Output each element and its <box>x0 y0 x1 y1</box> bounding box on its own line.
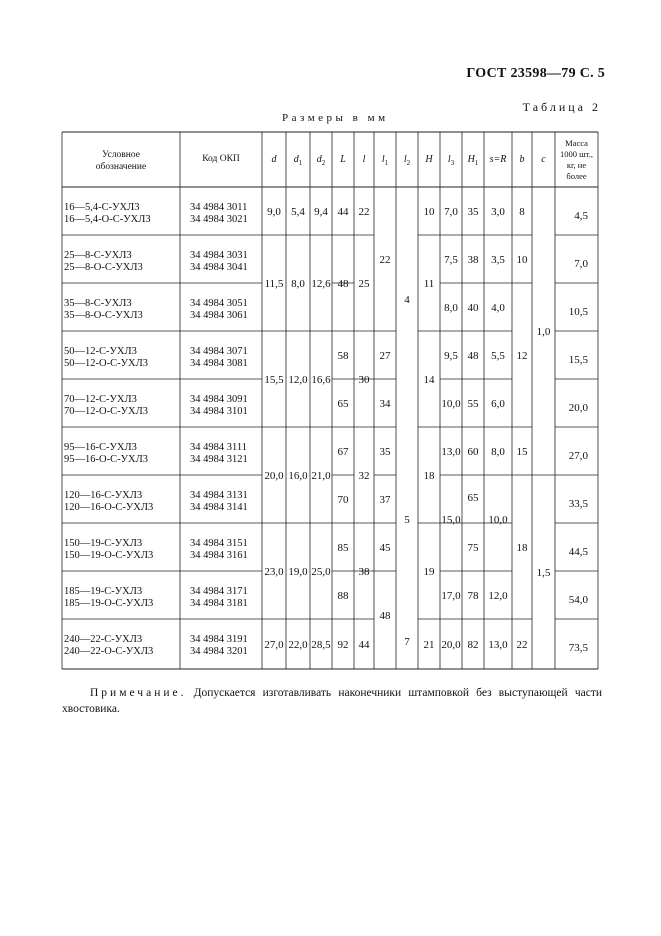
row-designation: 120—16-О-С-УХЛ3 <box>64 502 154 513</box>
cell-d1: 8,0 <box>291 278 305 290</box>
note-lead: Примечание. <box>90 687 187 699</box>
cell-l3: 7,0 <box>444 206 458 218</box>
cell-l3: 17,0 <box>441 590 461 602</box>
cell-sR: 3,5 <box>491 254 505 266</box>
cell-l1: 27 <box>379 350 391 362</box>
row-designation: 150—19-С-УХЛ3 <box>64 538 143 549</box>
cell-d2: 12,6 <box>311 278 331 290</box>
row-mass: 10,5 <box>568 306 588 318</box>
table-number: Таблица 2 <box>522 100 601 114</box>
row-designation: 50—12-С-УХЛ3 <box>64 346 137 357</box>
table-note <box>62 685 602 717</box>
cell-d: 9,0 <box>267 206 281 218</box>
row-designation: 150—19-О-С-УХЛ3 <box>64 550 154 561</box>
row-okp-code: 34 4984 3201 <box>190 646 248 657</box>
col-header-mass: кг, не <box>566 160 587 170</box>
cell-L: 44 <box>337 206 349 218</box>
cell-l1: 37 <box>379 494 391 506</box>
row-designation: 70—12-О-С-УХЛ3 <box>64 406 148 417</box>
cell-d2: 16,6 <box>311 374 331 386</box>
cell-l: 44 <box>358 639 370 651</box>
note-text: Допускается изготавливать наконечники штамповкой без выступающей части хвостовика. <box>62 687 603 715</box>
col-header-l2: $l_2$ <box>403 154 411 167</box>
row-okp-code: 34 4984 3031 <box>190 250 248 261</box>
cell-sR: 3,0 <box>491 206 505 218</box>
cell-l1: 45 <box>379 542 391 554</box>
col-header-l3: $l_3$ <box>447 154 455 167</box>
row-mass: 33,5 <box>568 498 588 510</box>
cell-H1: 60 <box>467 446 479 458</box>
col-header-L: L <box>340 154 346 165</box>
page-header: ГОСТ 23598—79 С. 5 <box>466 66 605 81</box>
row-designation: 35—8-С-УХЛ3 <box>64 298 132 309</box>
col-header-l: l <box>362 154 366 165</box>
cell-c: 1,0 <box>536 326 551 338</box>
cell-l1: 22 <box>379 254 391 266</box>
col-header-mass: 1000 шт., <box>560 149 593 159</box>
cell-d1: 19,0 <box>288 566 308 578</box>
col-header-H: H <box>425 154 433 165</box>
cell-d2: 28,5 <box>311 639 331 651</box>
row-designation: 25—8-О-С-УХЛ3 <box>64 262 143 273</box>
cell-H1: 65 <box>467 492 479 504</box>
cell-d2: 21,0 <box>311 470 331 482</box>
row-mass: 15,5 <box>568 354 588 366</box>
cell-l: 25 <box>358 278 370 290</box>
cell-l2: 7 <box>404 636 410 648</box>
cell-H: 11 <box>423 278 435 290</box>
row-mass: 73,5 <box>568 642 588 654</box>
cell-H1: 35 <box>467 206 479 218</box>
cell-b: 10 <box>516 254 528 266</box>
col-header-sR: s=R <box>489 154 507 165</box>
row-designation: 50—12-О-С-УХЛ3 <box>64 358 148 369</box>
cell-d1: 22,0 <box>288 639 308 651</box>
row-designation: 240—22-О-С-УХЛ3 <box>64 646 154 657</box>
cell-sR: 10,0 <box>488 514 508 526</box>
cell-H: 18 <box>423 470 435 482</box>
cell-l2: 4 <box>404 294 410 306</box>
row-designation: 240—22-С-УХЛ3 <box>64 634 143 645</box>
row-designation: 16—5,4-С-УХЛ3 <box>64 202 140 213</box>
col-header-d2: $d_2$ <box>316 154 326 167</box>
cell-H1: 48 <box>467 350 479 362</box>
cell-L: 88 <box>337 590 349 602</box>
row-okp-code: 34 4984 3121 <box>190 454 248 465</box>
row-okp-code: 34 4984 3101 <box>190 406 248 417</box>
cell-sR: 8,0 <box>491 446 505 458</box>
cell-d: 23,0 <box>264 566 284 578</box>
row-mass: 20,0 <box>568 402 588 414</box>
cell-l1: 48 <box>379 610 391 622</box>
cell-l: 30 <box>358 374 370 386</box>
row-okp-code: 34 4984 3021 <box>190 214 248 225</box>
cell-L: 92 <box>337 639 349 651</box>
cell-H1: 75 <box>467 542 479 554</box>
cell-l3: 10,0 <box>441 398 461 410</box>
col-header-l1: $l_1$ <box>381 154 389 167</box>
cell-d1: 12,0 <box>288 374 308 386</box>
row-designation: 16—5,4-О-С-УХЛ3 <box>64 214 151 225</box>
cell-b: 8 <box>519 206 525 218</box>
col-header-okp: Код ОКП <box>202 154 240 164</box>
row-okp-code: 34 4984 3171 <box>190 586 248 597</box>
cell-d: 15,5 <box>264 374 284 386</box>
cell-b: 15 <box>516 446 528 458</box>
cell-H1: 55 <box>467 398 479 410</box>
cell-d2: 25,0 <box>311 566 331 578</box>
cell-sR: 5,5 <box>491 350 505 362</box>
cell-l: 32 <box>358 470 370 482</box>
row-okp-code: 34 4984 3091 <box>190 394 248 405</box>
cell-L: 67 <box>337 446 349 458</box>
cell-sR: 12,0 <box>488 590 508 602</box>
row-designation: 185—19-О-С-УХЛ3 <box>64 598 154 609</box>
cell-l: 38 <box>358 566 370 578</box>
cell-H1: 38 <box>467 254 479 266</box>
cell-b: 18 <box>516 542 528 554</box>
cell-l: 22 <box>358 206 370 218</box>
row-okp-code: 34 4984 3151 <box>190 538 248 549</box>
row-designation: 120—16-С-УХЛ3 <box>64 490 143 501</box>
row-okp-code: 34 4984 3161 <box>190 550 248 561</box>
row-designation: 95—16-О-С-УХЛ3 <box>64 454 148 465</box>
col-header-b: b <box>519 154 525 165</box>
cell-H1: 82 <box>467 639 479 651</box>
col-header-d1: $d_1$ <box>293 154 303 167</box>
col-header-c: c <box>541 154 546 165</box>
cell-H: 21 <box>423 639 435 651</box>
cell-L: 58 <box>337 350 349 362</box>
cell-b: 12 <box>516 350 528 362</box>
cell-L: 48 <box>337 278 349 290</box>
cell-l1: 35 <box>379 446 391 458</box>
col-header-name: обозначение <box>95 162 147 172</box>
row-designation: 70—12-С-УХЛ3 <box>64 394 137 405</box>
row-okp-code: 34 4984 3131 <box>190 490 248 501</box>
cell-d: 11,5 <box>264 278 284 290</box>
row-okp-code: 34 4984 3081 <box>190 358 248 369</box>
cell-l3: 9,5 <box>444 350 458 362</box>
row-designation: 185—19-С-УХЛ3 <box>64 586 143 597</box>
col-header-mass: более <box>566 171 587 181</box>
cell-L: 70 <box>337 494 349 506</box>
row-mass: 4,5 <box>574 210 588 222</box>
row-okp-code: 34 4984 3191 <box>190 634 248 645</box>
cell-H1: 78 <box>467 590 479 602</box>
row-okp-code: 34 4984 3061 <box>190 310 248 321</box>
cell-l2: 5 <box>404 514 410 526</box>
cell-H: 19 <box>423 566 435 578</box>
row-mass: 7,0 <box>574 258 588 270</box>
cell-l3: 13,0 <box>441 446 461 458</box>
cell-H: 10 <box>423 206 435 218</box>
cell-l3: 7,5 <box>444 254 458 266</box>
row-mass: 27,0 <box>568 450 588 462</box>
col-header-H1: $H_1$ <box>467 154 479 167</box>
row-okp-code: 34 4984 3111 <box>190 442 247 453</box>
cell-d: 27,0 <box>264 639 284 651</box>
col-header-d: d <box>271 154 277 165</box>
dimensions-caption: Размеры в мм <box>282 112 389 124</box>
row-okp-code: 34 4984 3181 <box>190 598 248 609</box>
row-designation: 25—8-С-УХЛ3 <box>64 250 132 261</box>
cell-d1: 16,0 <box>288 470 308 482</box>
cell-l3: 8,0 <box>444 302 458 314</box>
cell-L: 65 <box>337 398 349 410</box>
cell-d2: 9,4 <box>314 206 328 218</box>
cell-H1: 40 <box>467 302 479 314</box>
cell-sR: 13,0 <box>488 639 508 651</box>
cell-c: 1,5 <box>536 567 551 579</box>
cell-d1: 5,4 <box>291 206 305 218</box>
row-mass: 44,5 <box>568 546 588 558</box>
cell-sR: 4,0 <box>491 302 505 314</box>
cell-L: 85 <box>337 542 349 554</box>
row-okp-code: 34 4984 3141 <box>190 502 248 513</box>
row-okp-code: 34 4984 3051 <box>190 298 248 309</box>
row-okp-code: 34 4984 3071 <box>190 346 248 357</box>
cell-b: 22 <box>516 639 528 651</box>
row-okp-code: 34 4984 3011 <box>190 202 248 213</box>
cell-l3: 15,0 <box>441 514 461 526</box>
cell-d: 20,0 <box>264 470 284 482</box>
cell-H: 14 <box>423 374 435 386</box>
cell-l1: 34 <box>379 398 391 410</box>
col-header-name: Условное <box>102 150 140 160</box>
col-header-mass: Масса <box>565 138 588 148</box>
cell-sR: 6,0 <box>491 398 505 410</box>
row-mass: 54,0 <box>568 594 588 606</box>
cell-l3: 20,0 <box>441 639 461 651</box>
row-okp-code: 34 4984 3041 <box>190 262 248 273</box>
row-designation: 35—8-О-С-УХЛ3 <box>64 310 143 321</box>
row-designation: 95—16-С-УХЛ3 <box>64 442 137 453</box>
